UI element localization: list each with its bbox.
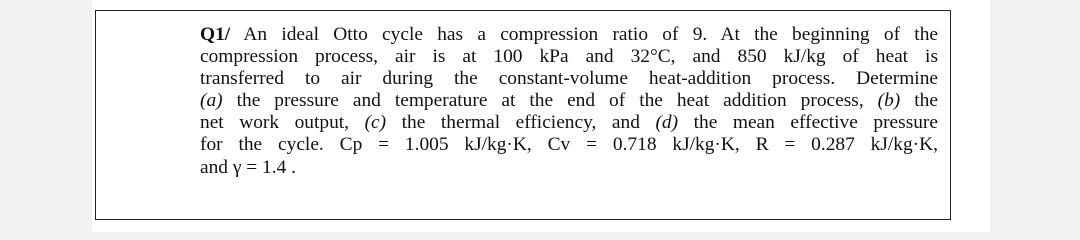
problem-line-6: for the cycle. Cp = 1.005 kJ/kg·K, Cv = 0.718 kJ/kg·K, R = 0.287 kJ/kg·K,: [200, 134, 938, 156]
problem-line-5: net work output, (c) the thermal efficiency, and (d) the mean effective pressure: [200, 112, 939, 134]
problem-line-4: (a) the pressure and temperature at the end of the heat addition process, (b) the: [200, 90, 938, 112]
question-label: Q1/: [200, 24, 231, 45]
problem-text: [200, 24, 938, 179]
part-d-label: (d): [655, 112, 679, 134]
part-c-label: (c): [364, 112, 387, 134]
problem-line-2: compression process, air is at 100 kPa and 32°C, and 850 kJ/kg of heat is: [200, 46, 938, 68]
problem-line-1: Q1/ An ideal Otto cycle has a compression ratio of 9. At the beginning of the: [200, 24, 938, 45]
part-b-label: (b): [877, 90, 901, 112]
problem-line-3: transferred to air during the constant-volume heat-addition process. Determine: [200, 68, 938, 90]
problem-line-7: and γ = 1.4 .: [200, 156, 296, 178]
part-a-label: (a): [200, 90, 223, 112]
